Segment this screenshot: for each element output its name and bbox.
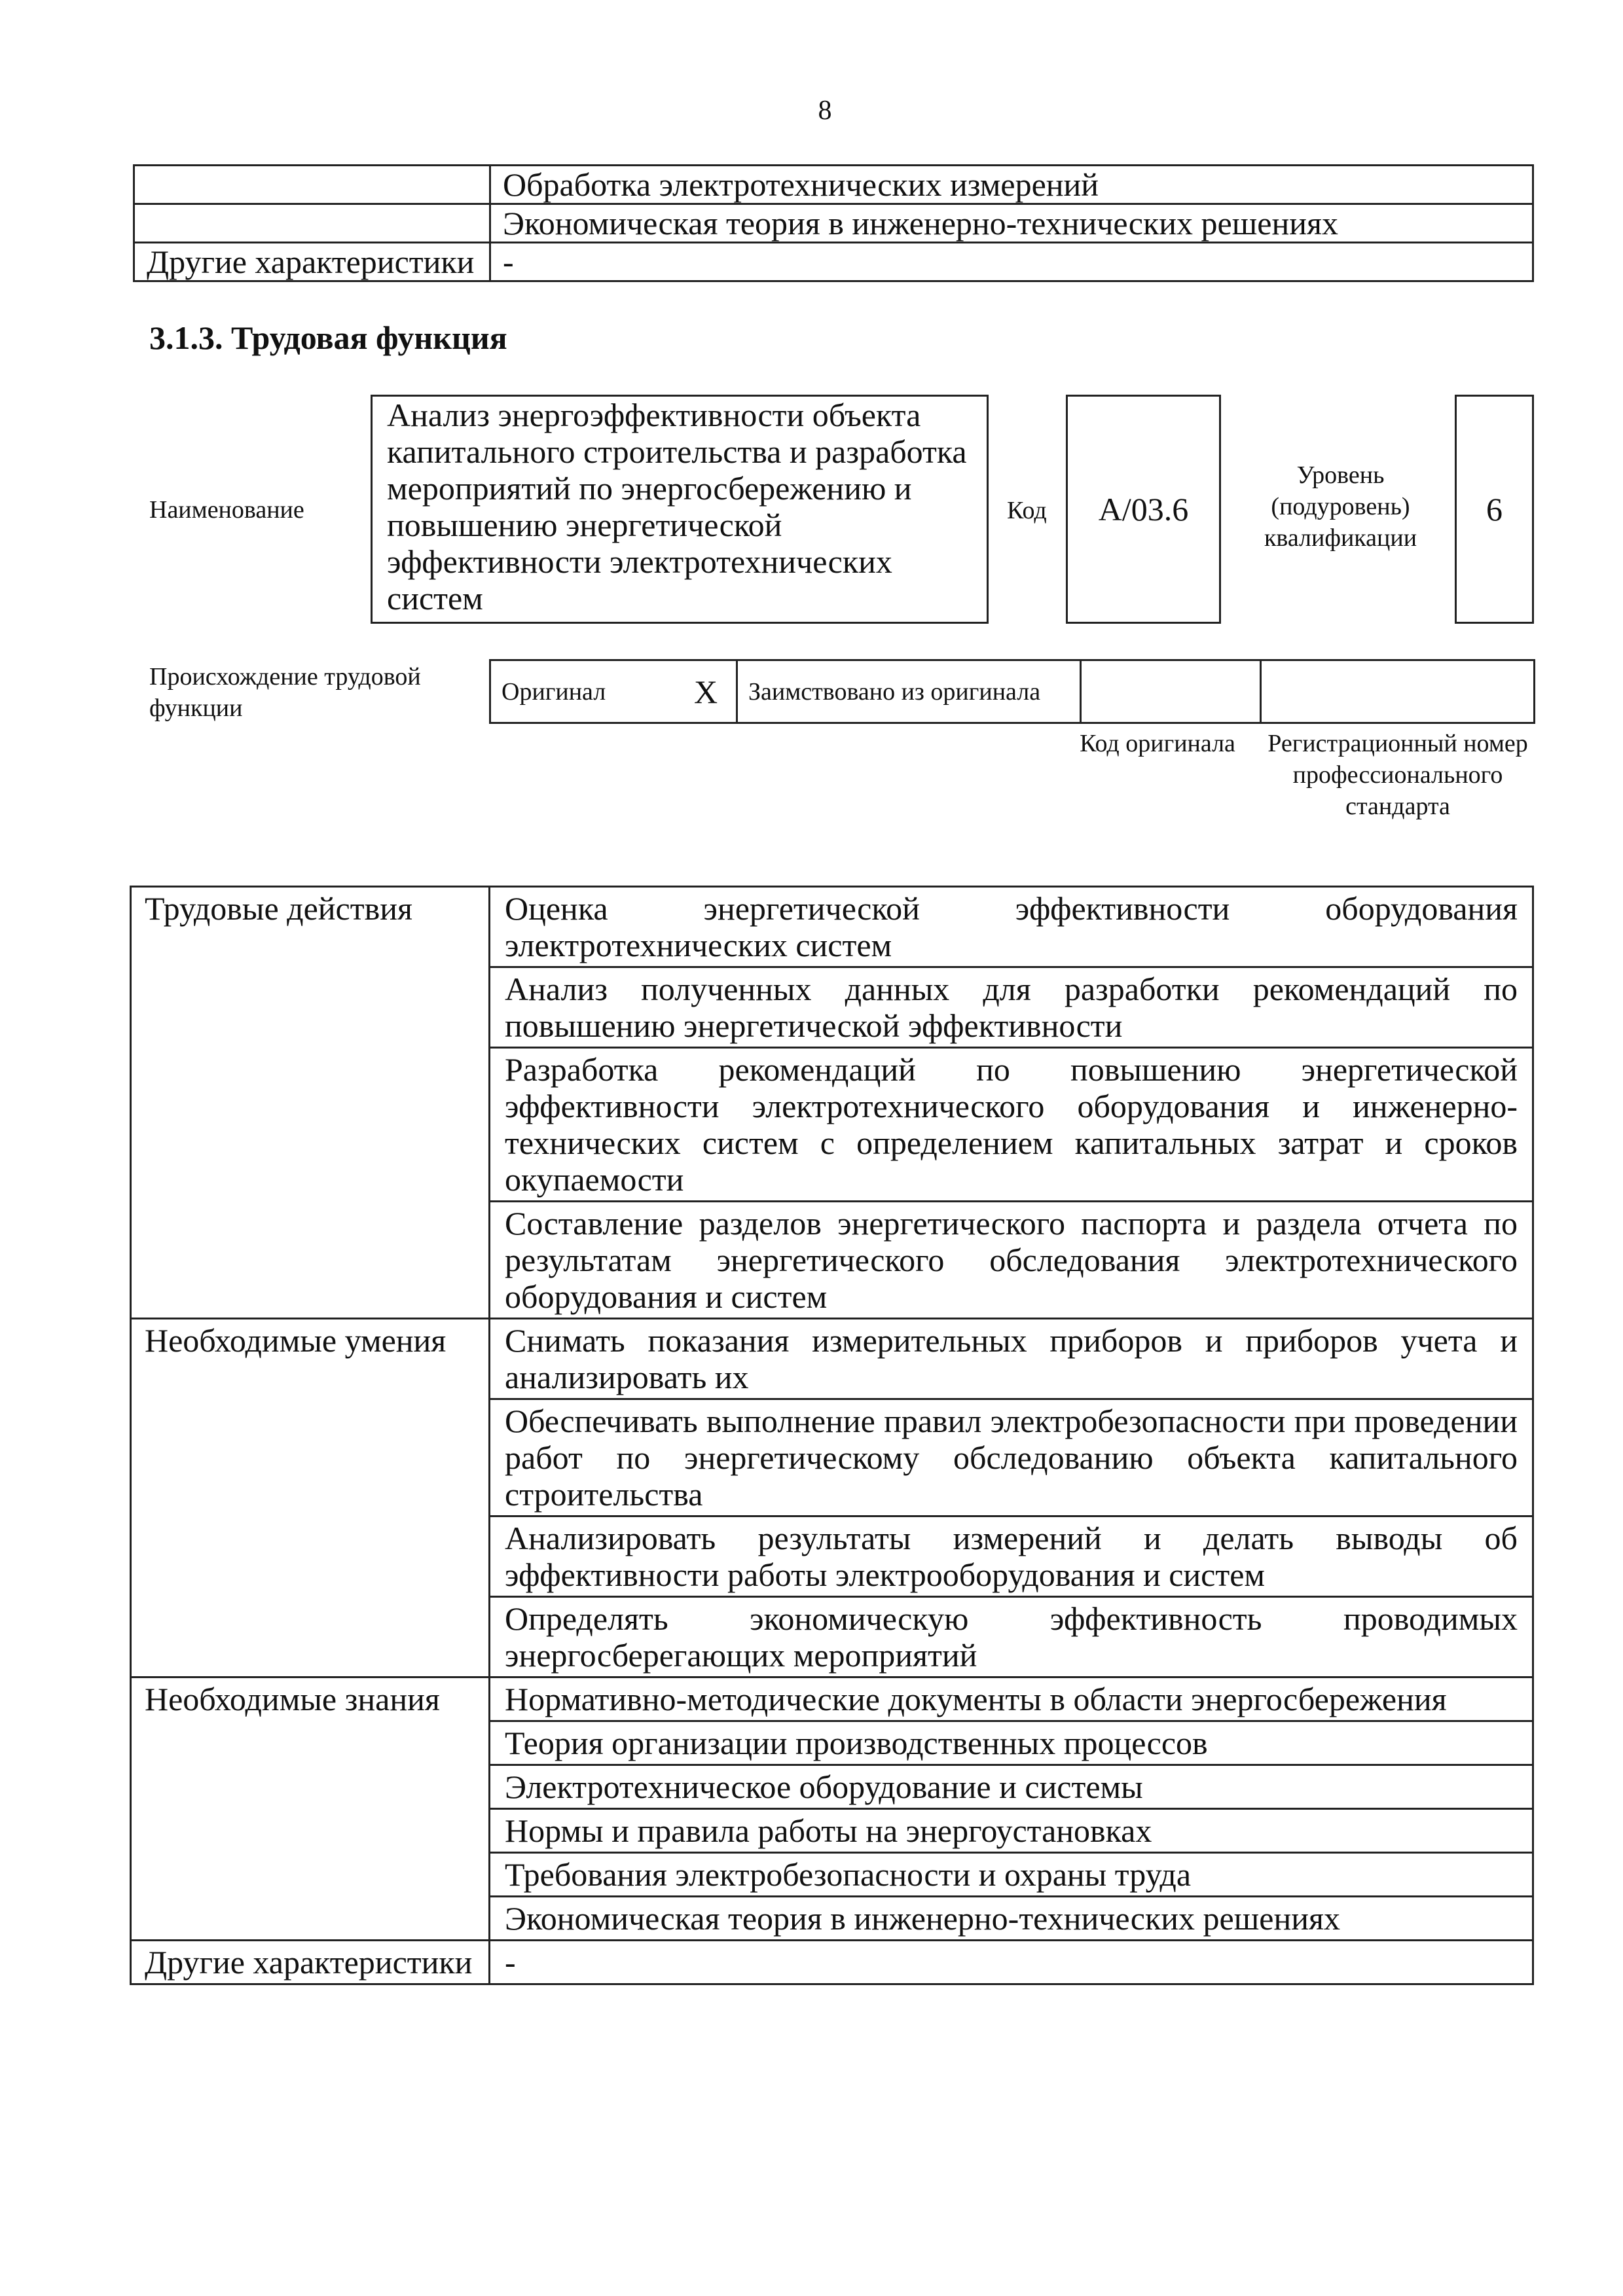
- top-table: [133, 164, 1534, 282]
- level-value: 6: [1455, 395, 1534, 624]
- other-label: Другие характеристики: [131, 1941, 490, 1984]
- list-item: Нормативно-методические документы в области энергосбережения: [490, 1677, 1533, 1721]
- table-row: [134, 243, 1533, 281]
- origin-table: [489, 659, 1535, 724]
- list-item: Определять экономическую эффективность проводимых энергосберегающих мероприятий: [490, 1597, 1533, 1677]
- list-item: Анализировать результаты измерений и делать выводы об эффективности работы электрооборудования и систем: [490, 1516, 1533, 1597]
- page-number: 8: [818, 96, 832, 126]
- code-original-caption: Код оригинала: [1080, 730, 1235, 757]
- code-original-cell: [1081, 660, 1261, 723]
- list-item: Нормы и правила работы на энергоустановках: [490, 1809, 1533, 1853]
- list-item: Требования электробезопасности и охраны труда: [490, 1853, 1533, 1897]
- reg-number-caption: Регистрационный номер профессионального стандарта: [1267, 730, 1528, 820]
- table-row: [134, 204, 1533, 243]
- other-value: -: [490, 1941, 1533, 1984]
- name-label: Наименование: [149, 496, 304, 524]
- original-label: Оригинал: [490, 660, 676, 723]
- row-label: Другие характеристики: [134, 243, 490, 281]
- list-item: Снимать показания измерительных приборов и приборов учета и анализировать их: [490, 1319, 1533, 1399]
- row-label: [134, 204, 490, 243]
- list-item: Теория организации производственных процессов: [490, 1721, 1533, 1765]
- row-value: Обработка электротехнических измерений: [490, 166, 1533, 204]
- code-value: А/03.6: [1066, 395, 1221, 624]
- list-item: Экономическая теория в инженерно-технических решениях: [490, 1897, 1533, 1941]
- list-item: Обеспечивать выполнение правил электробезопасности при проведении работ по энергетическому обследованию объекта капитального строительства: [490, 1399, 1533, 1516]
- row-value: -: [490, 243, 1533, 281]
- borrowed-label: Заимствовано из оригинала: [737, 660, 1081, 723]
- section-title: 3.1.3. Трудовая функция: [149, 319, 507, 356]
- list-item: Анализ полученных данных для разработки рекомендаций по повышению энергетической эффективности: [490, 967, 1533, 1048]
- list-item: Составление разделов энергетического паспорта и раздела отчета по результатам энергетического обследования электротехнического оборудования и систем: [490, 1202, 1533, 1319]
- function-name: Анализ энергоэффективности объекта капитального строительства и разработка мероприятий по энергосбережению и повышению энергетической эффективности электротехнических систем: [371, 395, 989, 624]
- table-row: [131, 1677, 1533, 1721]
- table-row: [131, 1941, 1533, 1984]
- row-label: [134, 166, 490, 204]
- level-label: Уровень (подуровень) квалификации: [1264, 461, 1417, 552]
- list-item: Разработка рекомендаций по повышению энергетической эффективности электротехнического оборудования и инженерно-технических систем с определением капитальных затрат и сроков окупаемости: [490, 1048, 1533, 1202]
- origin-label: Происхождение трудовой функции: [149, 663, 421, 722]
- knowledge-label: Необходимые знания: [131, 1677, 490, 1941]
- table-row: [131, 887, 1533, 967]
- row-value: Экономическая теория в инженерно-технических решениях: [490, 204, 1533, 243]
- skills-label: Необходимые умения: [131, 1319, 490, 1677]
- table-row: [490, 660, 1535, 723]
- main-table: [130, 886, 1534, 1985]
- reg-number-cell: [1261, 660, 1535, 723]
- table-row: [131, 1319, 1533, 1399]
- table-row: [134, 166, 1533, 204]
- code-label: Код: [1007, 497, 1047, 524]
- list-item: Электротехническое оборудование и системы: [490, 1765, 1533, 1809]
- actions-label: Трудовые действия: [131, 887, 490, 1319]
- original-mark: X: [676, 660, 737, 723]
- list-item: Оценка энергетической эффективности оборудования электротехнических систем: [490, 887, 1533, 967]
